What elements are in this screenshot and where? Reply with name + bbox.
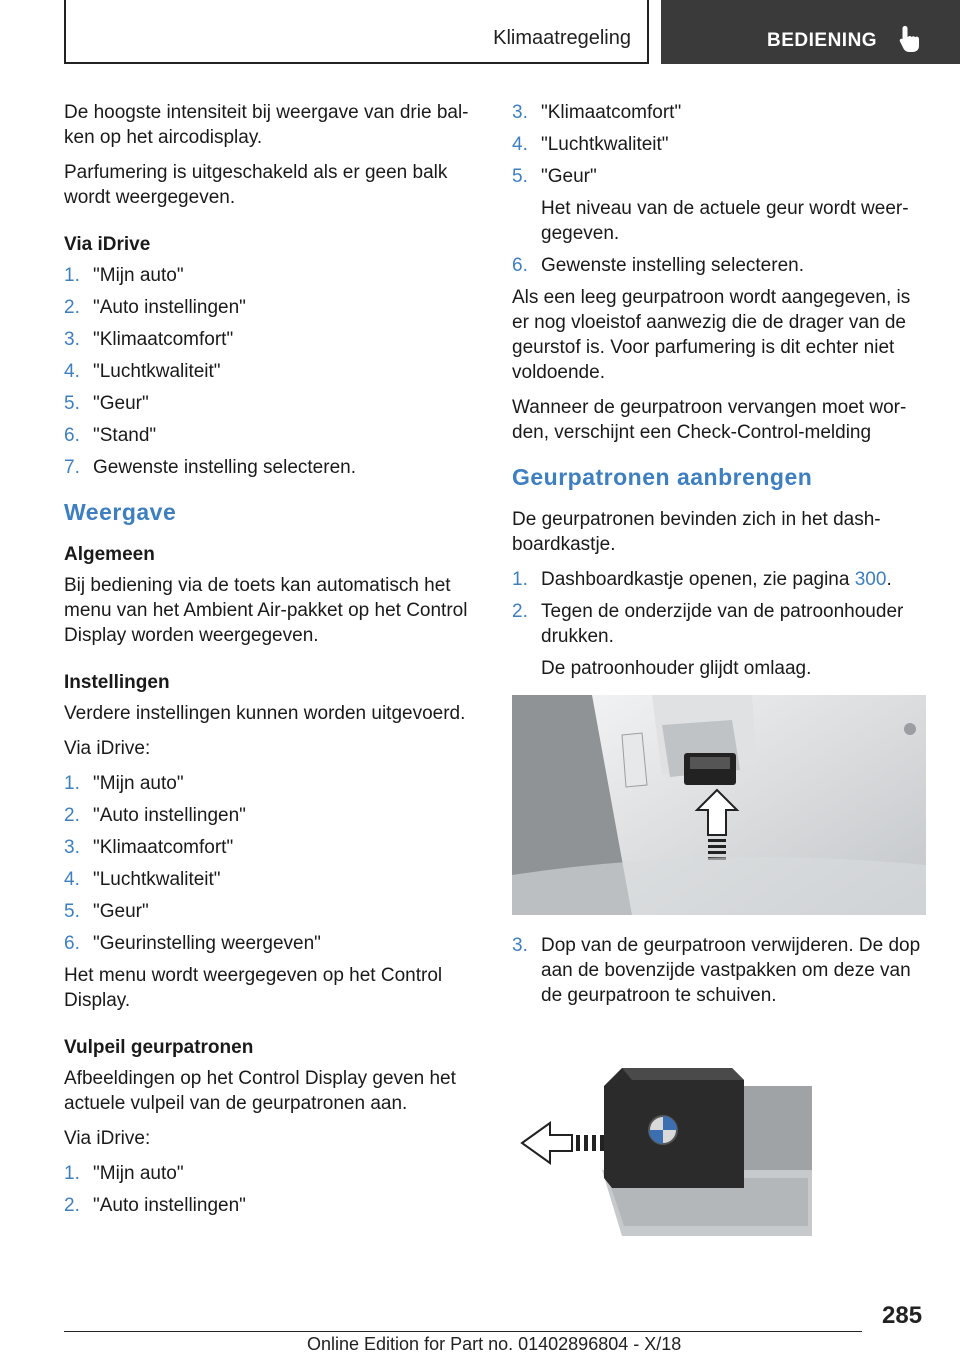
empty-cartridge-text: Als een leeg geurpatroon wordt aangegeven, is er nog vloeistof aanwezig die de drager van de geurstof is. Voor parfumering is dit echter niet voldoende. xyxy=(512,287,911,383)
cartridge-cap-photo xyxy=(512,1038,926,1238)
list-item: 7. Gewenste instelling selecteren. xyxy=(64,457,356,478)
instellingen-heading: Instellingen xyxy=(64,672,170,693)
list-item: 1. "Mijn auto" xyxy=(64,773,184,794)
header-section-box xyxy=(64,0,649,64)
page-link[interactable]: 300 xyxy=(854,569,887,590)
aanbrengen-text: De geurpatronen bevinden zich in het dash-boardkastje. xyxy=(512,509,881,555)
list-item: 5. "Geur" xyxy=(512,166,597,187)
list-item: 6. Gewenste instelling selecteren. xyxy=(512,255,804,276)
pointing-hand-icon xyxy=(897,24,923,54)
footer-divider xyxy=(64,1331,862,1332)
via-idrive-label: Via iDrive: xyxy=(64,738,151,759)
via-idrive-heading: Via iDrive xyxy=(64,234,151,255)
header-section-title: Klimaatregeling xyxy=(493,27,631,49)
menu-displayed-text: Het menu wordt weergegeven op het Control Display. xyxy=(64,965,443,1011)
geur-note: Het niveau van de actuele geur wordt weer-gegeven. xyxy=(541,198,909,244)
via-idrive-label-2: Via iDrive: xyxy=(64,1128,151,1149)
list-item: 2. "Auto instellingen" xyxy=(64,805,246,826)
list-item: 2. "Auto instellingen" xyxy=(64,297,246,318)
install-steps-2 xyxy=(512,933,924,1008)
right-column xyxy=(512,100,924,1238)
intensity-text: De hoogste intensiteit bij weergave van drie bal-ken op het aircodisplay. xyxy=(64,102,469,148)
list-item: 3. Dop van de geurpatroon verwijderen. De dop aan de bovenzijde vastpakken om deze van de geurpatroon te schuiven. xyxy=(512,935,921,1006)
list-item: 4. "Luchtkwaliteit" xyxy=(512,134,669,155)
algemeen-heading: Algemeen xyxy=(64,544,155,565)
algemeen-text: Bij bediening via de toets kan automatisch het menu van het Ambient Air-pakket op het Control Display worden weergegeven. xyxy=(64,575,468,646)
vulpeil-text: Afbeeldingen op het Control Display geven het actuele vulpeil van de geurpatronen aan. xyxy=(64,1068,456,1114)
instellingen-text: Verdere instellingen kunnen worden uitgevoerd. xyxy=(64,703,466,724)
list-item: 4. "Luchtkwaliteit" xyxy=(64,361,221,382)
step2-note: De patroonhouder glijdt omlaag. xyxy=(541,658,812,679)
steps-list-1 xyxy=(64,263,478,480)
steps-list-2 xyxy=(64,771,478,956)
list-item: 3. "Klimaatcomfort" xyxy=(64,329,234,350)
list-item: 6. "Geurinstelling weergeven" xyxy=(64,933,321,954)
list-item: 3. "Klimaatcomfort" xyxy=(512,102,682,123)
list-item: 1. "Mijn auto" xyxy=(64,265,184,286)
footer-edition: Online Edition for Part no. 01402896804 - X/18 xyxy=(307,1334,682,1354)
steps-list-continued xyxy=(512,100,924,189)
install-steps xyxy=(512,567,924,649)
header-chapter-label: BEDIENING xyxy=(767,30,878,51)
steps-list-3 xyxy=(64,1161,478,1218)
aanbrengen-title: Geurpatronen aanbrengen xyxy=(512,464,813,490)
vulpeil-heading: Vulpeil geurpatronen xyxy=(64,1037,254,1058)
header-chapter-tab xyxy=(661,0,960,64)
list-item: 2. Tegen de onderzijde van de patroonhouder drukken. xyxy=(512,601,904,647)
list-item: 3. "Klimaatcomfort" xyxy=(64,837,234,858)
perfume-off-text: Parfumering is uitgeschakeld als er geen balk wordt weergegeven. xyxy=(64,162,448,208)
list-item: 6. "Stand" xyxy=(64,425,157,446)
list-item: 1. "Mijn auto" xyxy=(64,1163,184,1184)
list-item: 5. "Geur" xyxy=(64,393,149,414)
replace-cartridge-text: Wanneer de geurpatroon vervangen moet wor-den, verschijnt een Check-Control-melding xyxy=(512,397,907,443)
list-item: 2. "Auto instellingen" xyxy=(64,1195,246,1216)
weergave-title: Weergave xyxy=(64,499,177,525)
list-item: 5. "Geur" xyxy=(64,901,149,922)
list-item: 4. "Luchtkwaliteit" xyxy=(64,869,221,890)
page-number: 285 xyxy=(882,1302,923,1329)
steps-list-continued-b xyxy=(512,253,924,278)
glovebox-photo xyxy=(512,695,926,915)
list-item: 1. Dashboardkastje openen, zie pagina 300. xyxy=(512,569,892,590)
left-column xyxy=(64,100,478,1225)
